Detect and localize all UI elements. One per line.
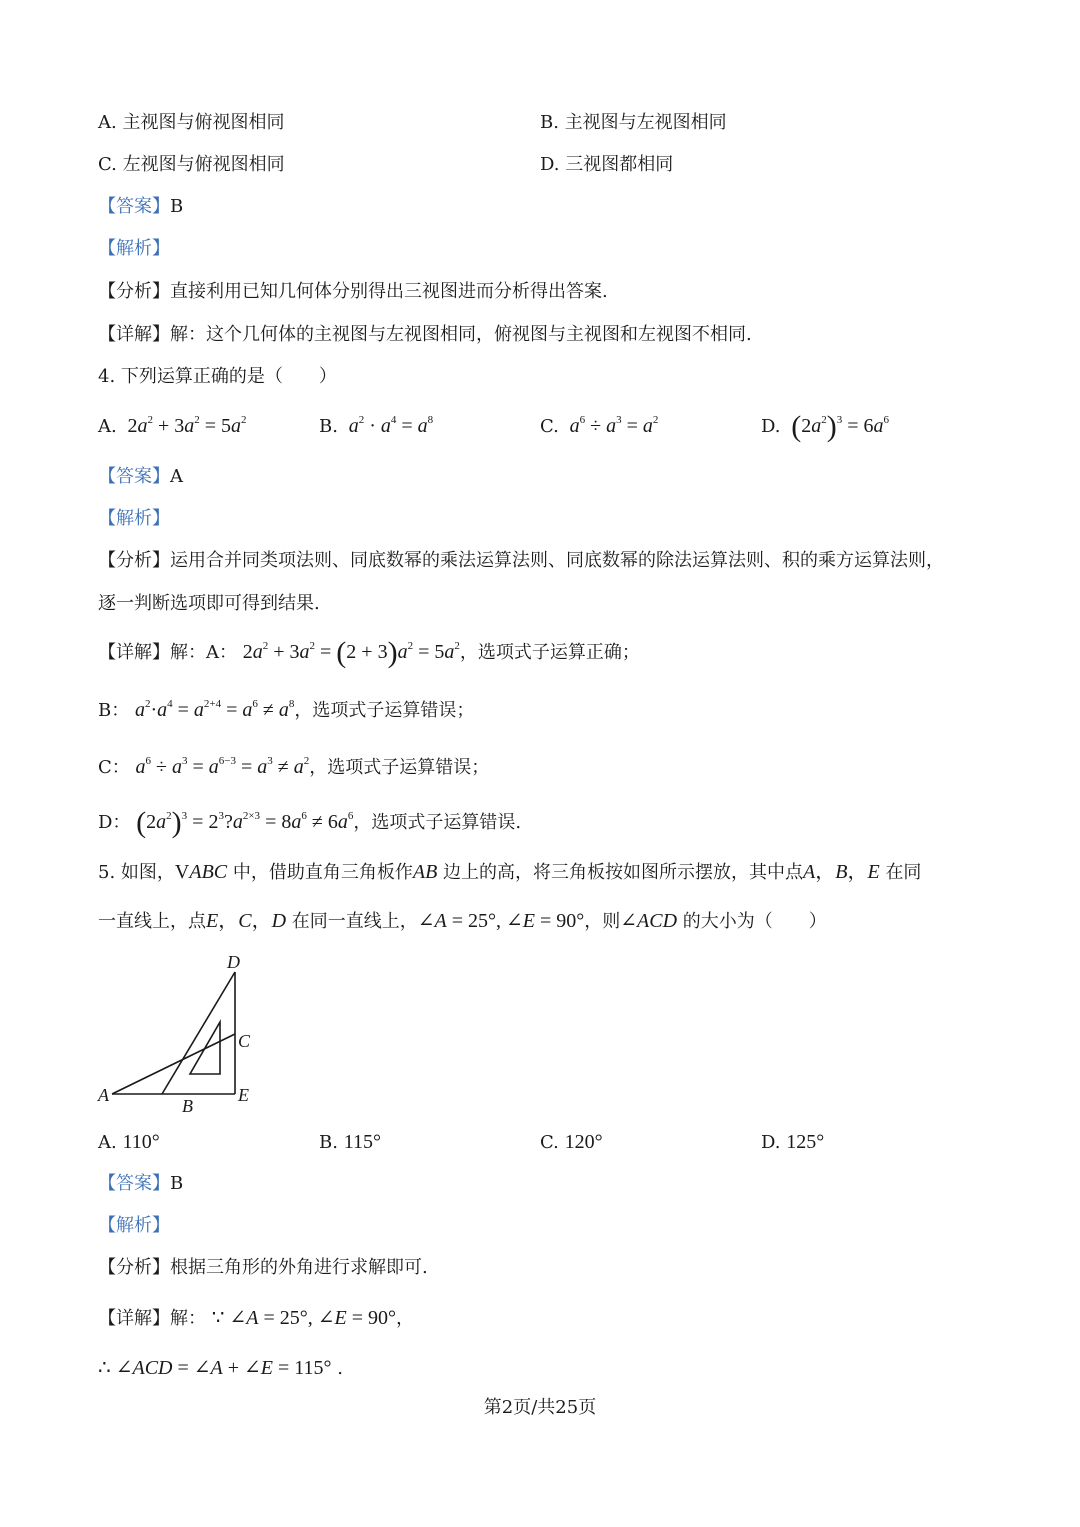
q5-stem-1: 5. 如图，VABC 中，借助直角三角板作AB 边上的高，将三角板按如图所示摆放，其中点A，B，E 在同 bbox=[98, 861, 922, 883]
segment-ac bbox=[112, 1034, 235, 1094]
q3-option-c: C. 左视图与俯视图相同 bbox=[98, 154, 285, 175]
q4-option-b-formula: $a^2 \cdot a^4 = a^8$ bbox=[348, 414, 434, 437]
q4-fenxi-1: 【分析】运用合并同类项法则、同底数幂的乘法运算法则、同底数幂的除法运算法则、积的乘方运算法则， bbox=[98, 550, 944, 571]
q3-xiangjie: 【详解】解：这个几何体的主视图与左视图相同，俯视图与主视图和左视图不相同. bbox=[98, 324, 752, 345]
q5-answer: 【答案】B bbox=[98, 1173, 184, 1194]
q5-geometry-figure bbox=[92, 948, 262, 1118]
q5-triangle-abc: VABC bbox=[174, 861, 228, 883]
q5-given-angles: ∠A = 25°, ∠E = 90° bbox=[417, 910, 585, 932]
q5-option-b: B. 115° bbox=[319, 1131, 381, 1153]
q4-xiangjie-d-formula: $(2a^2)^3$ = $2^3?a^{2\times 3} = 8a^6 \ne 6a^6$ bbox=[136, 806, 354, 839]
q5-angle-acd: ∠ACD bbox=[620, 910, 678, 932]
q4-xiangjie-b-formula: $a^2\cdot a^4 = a^{2+4} = a^6 \ne a^8$ bbox=[134, 698, 295, 721]
q5-jiexi: 【解析】 bbox=[98, 1215, 170, 1236]
q3-option-b: B. 主视图与左视图相同 bbox=[540, 112, 727, 133]
label-d: D bbox=[227, 952, 240, 972]
q4-option-d-formula: $(2a^2)^3 = 6a^6$ bbox=[791, 410, 890, 443]
q4-option-d: D. $(2a^2)^3 = 6a^6$ bbox=[761, 410, 890, 443]
q4-fenxi-2: 逐一判断选项即可得到结果. bbox=[98, 593, 320, 614]
q4-answer: 【答案】A bbox=[98, 466, 183, 487]
q4-xiangjie-b: B： $a^2\cdot a^4 = a^{2+4} = a^6 \ne a^8$，选项式子运算错误； bbox=[98, 698, 475, 721]
page-footer: 第2页/共25页 bbox=[483, 1397, 597, 1418]
q5-fenxi: 【分析】根据三角形的外角进行求解即可. bbox=[98, 1257, 428, 1278]
q4-option-c-formula: $a^6 \div a^3 = a^2$ bbox=[569, 414, 659, 437]
q4-option-b: B. $a^2 \cdot a^4 = a^8$ bbox=[319, 414, 434, 437]
label-b: B bbox=[182, 1096, 193, 1116]
q5-option-d: D. 125° bbox=[761, 1131, 825, 1153]
q5-points-ecd: E，C，D bbox=[206, 910, 287, 932]
q4-xiangjie-d: D： $(2a^2)^3$ = $2^3?a^{2\times 3} = 8a^6 \ne 6a^6$，选项式子运算错误. bbox=[98, 806, 522, 839]
q5-side-ab: AB bbox=[412, 861, 438, 883]
q3-jiexi: 【解析】 bbox=[98, 238, 170, 259]
q4-option-c: C. $a^6 \div a^3 = a^2$ bbox=[540, 414, 659, 437]
q5-option-a: A. 110° bbox=[98, 1131, 160, 1153]
q4-option-a-formula: $2a^2 + 3a^2 = 5a^2$ bbox=[122, 414, 247, 437]
q4-xiangjie-c: C： $a^6 \div a^3 = a^{6-3} = a^3 \ne a^2$，选项式子运算错误； bbox=[98, 755, 490, 778]
q5-stem-2: 一直线上，点E，C，D 在同一直线上，∠A = 25°, ∠E = 90°，则∠ACD 的大小为（ ） bbox=[98, 910, 827, 932]
q5-option-c: C. 120° bbox=[540, 1131, 603, 1153]
set-square-hypotenuse bbox=[162, 972, 235, 1094]
q5-xiangjie-given: ∵ ∠A = 25°, ∠E = 90° bbox=[211, 1307, 396, 1329]
q4-jiexi: 【解析】 bbox=[98, 508, 170, 529]
q5-points-abe: A，B，E bbox=[803, 861, 880, 883]
q4-xiangjie-c-formula: $a^6 \div a^3 = a^{6-3} = a^3 \ne a^2$ bbox=[135, 755, 310, 778]
q4-stem: 4. 下列运算正确的是（ ） bbox=[98, 366, 337, 387]
q4-xiangjie-a: 【详解】解：A： $2a^2 + 3a^2 = (2 + 3)a^2 = 5a^2$，选项式子运算正确； bbox=[98, 636, 640, 669]
label-a: A bbox=[98, 1085, 109, 1105]
q3-answer: 【答案】B bbox=[98, 196, 184, 217]
label-c: C bbox=[238, 1031, 251, 1051]
q3-option-a: A. 主视图与俯视图相同 bbox=[98, 112, 285, 133]
set-square-inner bbox=[190, 1022, 220, 1074]
q5-xiangjie-2: ∴ ∠ACD = ∠A + ∠E = 115° . bbox=[98, 1357, 344, 1379]
q5-xiangjie-1: 【详解】解： ∵ ∠A = 25°, ∠E = 90°， bbox=[98, 1307, 414, 1329]
q4-xiangjie-a-formula: $2a^2 + 3a^2 = (2 + 3)a^2 = 5a^2$ bbox=[242, 636, 460, 669]
q3-option-d: D. 三视图都相同 bbox=[540, 154, 674, 175]
q3-fenxi: 【分析】直接利用已知几何体分别得出三视图进而分析得出答案. bbox=[98, 281, 608, 302]
q5-xiangjie-result: ∴ ∠ACD = ∠A + ∠E = 115° bbox=[98, 1357, 332, 1379]
label-e: E bbox=[238, 1085, 249, 1105]
q4-option-a: A. $2a^2 + 3a^2 = 5a^2$ bbox=[98, 414, 247, 437]
